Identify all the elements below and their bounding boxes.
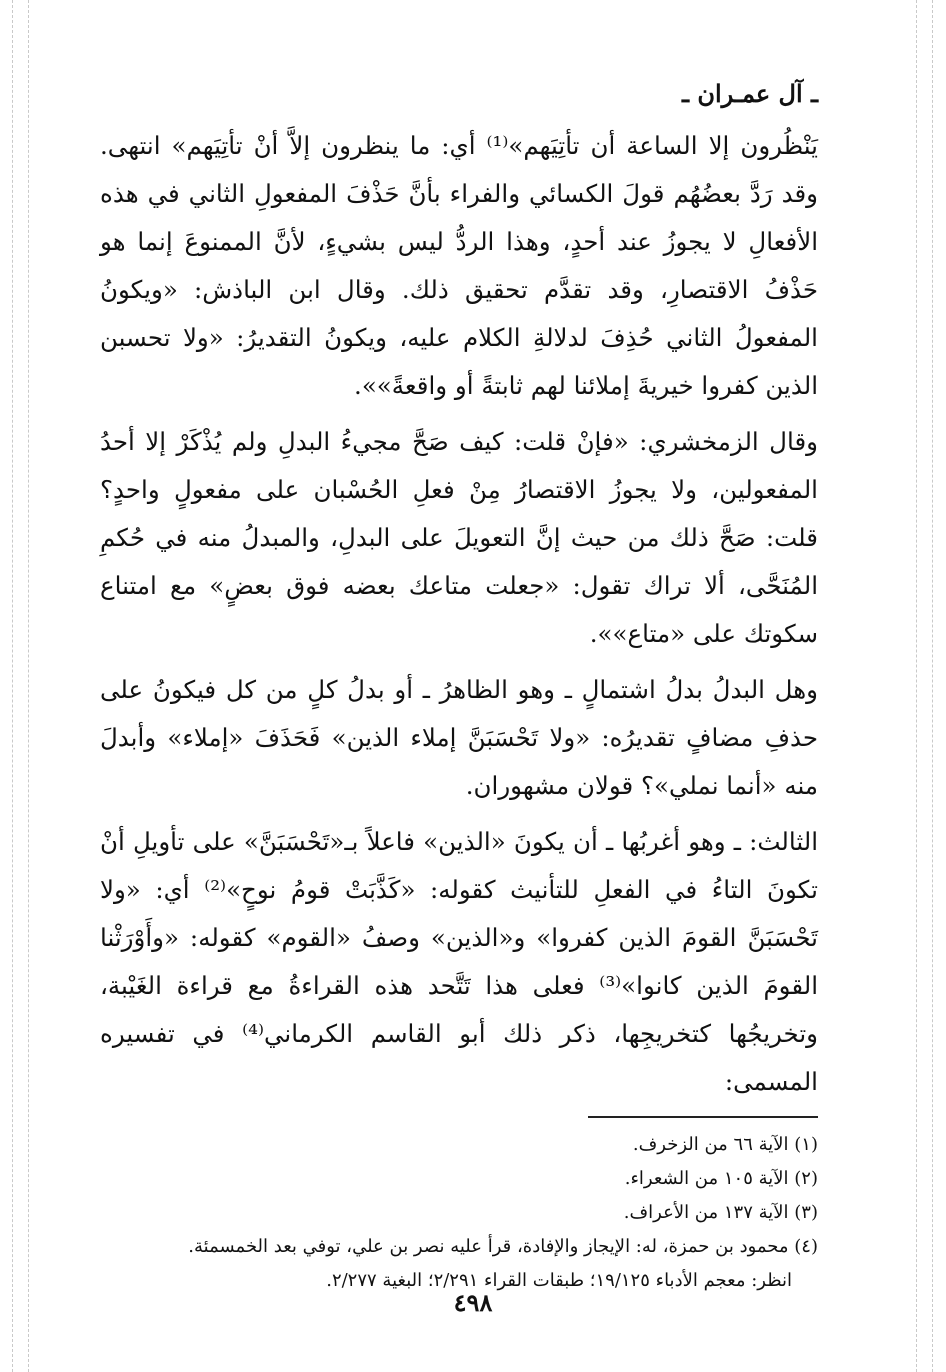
page-number: ٤٩٨ <box>453 1288 493 1317</box>
footnote-4: (٤) محمود بن حمزة، له: الإيجاز والإفادة، قرأ عليه نصر بن علي، توفي بعد الخمسمئة. <box>188 1236 818 1257</box>
running-header: ـ آل عمـران ـ <box>682 79 818 108</box>
paragraph-text: وهل البدلُ بدلُ اشتمالٍ ـ وهو الظاهرُ ـ أو بدلُ كلٍ من كل فيكونُ على حذفِ مضافٍ تقديرُه: «ولا تَحْسَبَنَّ إملاء الذين» فَحَذَفَ «إملاء» وأبدلَ منه «أنما نملي»؟ قولان مشهوران. <box>100 675 818 800</box>
footnote-2: (٢) الآية ١٠٥ من الشعراء. <box>624 1168 818 1189</box>
footnotes <box>100 1130 818 1296</box>
paragraph-text: يَنْظُرون إلا الساعة أن تأتِيَهم»⁽¹⁾ أي: ما ينظرون إلاَّ أنْ تأتِيَهم» انتهى. وقد رَدَّ بعضُهُم قولَ الكسائي والفراء بأنَّ حَذْفَ المفعولِ الثاني في هذه الأفعالِ لا يجوزُ عند أحدٍ، وهذا الردُّ ليس بشيءٍ، لأنَّ الممنوعَ إنما هو حَذْفُ الاقتصارِ، وقد تقدَّم تحقيق ذلك. وقال ابن الباذش: «ويكونُ المفعولُ الثاني حُذِفَ لدلالةِ الكلام عليه، ويكونُ التقديرُ: «ولا تحسبن الذين كفروا خيريةَ إملائنا لهم ثابتةً أو واقعةً»». <box>100 131 818 400</box>
page-body <box>100 78 818 1300</box>
paragraph-text: وقال الزمخشري: «فإنْ قلت: كيف صَحَّ مجيءُ البدلِ ولم يُذْكَرْ إلا أحدُ المفعولين، ولا يجوزُ الاقتصارُ مِنْ فعلِ الحُسْبان على مفعولٍ واحدٍ؟ قلت: صَحَّ ذلك من حيث إنَّ التعويلَ على البدلِ، والمبدلُ منه في حُكمِ المُنَحَّى، ألا تراك تقول: «جعلت متاعك بعضه فوق بعضٍ» مع امتناع سكوتك على «متاع»». <box>100 427 818 648</box>
margin-guide-line <box>916 0 917 1372</box>
margin-guide-line <box>12 0 13 1372</box>
paragraph-text: الثالث: ـ وهو أغربُها ـ أن يكونَ «الذين» فاعلاً بـ«تَحْسَبَنَّ» على تأويلِ أنْ تكونَ التاءُ في الفعلِ للتأنيث كقوله: «كَذَّبَتْ قومُ نوحٍ»⁽²⁾ أي: «ولا تَحْسَبَنَّ القومَ الذين كفروا» و«الذين» وصفُ «القوم» كقوله: «وأَوْرَثْنا القومَ الذين كانوا»⁽³⁾ فعلى هذا تَتَّحد هذه القراءةُ مع قراءة الغَيْبة، وتخريجُها كتخريجِها، ذكر ذلك أبو القاسم الكرماني⁽⁴⁾ في تفسيره المسمى: <box>100 827 819 1096</box>
footnote-4-continuation: انظر: معجم الأدباء ١٩/١٢٥؛ طبقات القراء ٢/٢٩١؛ البغية ٢/٢٧٧. <box>326 1270 792 1291</box>
margin-guide-line <box>932 0 933 1372</box>
paragraph-4 <box>100 818 818 1106</box>
margin-guide-line <box>28 0 29 1372</box>
paragraph-3 <box>100 666 818 810</box>
footnote-1: (١) الآية ٦٦ من الزخرف. <box>632 1134 818 1155</box>
footnote-3: (٣) الآية ١٣٧ من الأعراف. <box>623 1202 818 1223</box>
footnote-separator <box>588 1116 818 1118</box>
paragraph-1 <box>100 122 818 410</box>
paragraph-2 <box>100 418 818 658</box>
